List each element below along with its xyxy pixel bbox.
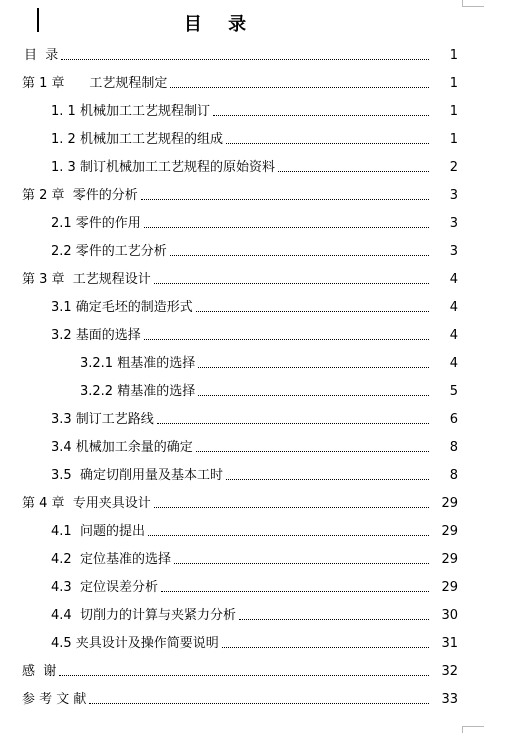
toc-entry-label: 3.2.1 粗基准的选择 (80, 356, 196, 371)
toc-entry[interactable] (51, 408, 458, 428)
toc-entry-page: 4 (449, 300, 458, 315)
toc-entry[interactable] (51, 128, 458, 148)
toc-entry[interactable] (51, 576, 458, 596)
toc-entry[interactable] (22, 72, 458, 92)
toc-entry-page: 29 (441, 552, 458, 567)
toc-entry-label: 3.2.2 精基准的选择 (80, 384, 196, 399)
toc-leader-dots (226, 478, 429, 480)
toc-entry[interactable] (51, 436, 458, 456)
toc-entry[interactable] (51, 604, 458, 624)
toc-leader-dots (226, 142, 429, 144)
toc-entry-page: 4 (449, 328, 458, 343)
toc-leader-dots (196, 450, 429, 452)
toc-leader-dots (198, 366, 429, 368)
toc-entry-label: 感 谢 (22, 664, 57, 679)
toc-entry-label: 1. 2 机械加工工艺规程的组成 (51, 132, 223, 147)
toc-entry-label: 2.2 零件的工艺分析 (51, 244, 167, 259)
toc-entry-label: 4.5 夹具设计及操作简要说明 (51, 636, 219, 651)
toc-leader-dots (170, 86, 429, 88)
toc-entry-page: 6 (449, 412, 458, 427)
toc-entry-label: 4.4 切削力的计算与夹紧力分析 (51, 608, 236, 623)
toc-entry-label: 第 2 章 零件的分析 (22, 188, 138, 203)
toc-entry-label: 1. 3 制订机械加工工艺规程的原始资料 (51, 160, 275, 175)
toc-entry[interactable] (51, 100, 458, 120)
toc-entry[interactable] (24, 44, 458, 64)
toc-entry-page: 31 (441, 636, 458, 651)
toc-entry[interactable] (51, 464, 458, 484)
toc-entry[interactable] (51, 632, 458, 652)
toc-entry-label: 第 1 章 工艺规程制定 (22, 76, 168, 91)
toc-entry[interactable] (51, 296, 458, 316)
toc-entry[interactable] (22, 492, 458, 512)
page-corner-mark (462, 0, 463, 7)
toc-entry-page: 3 (449, 216, 458, 231)
toc-leader-dots (157, 422, 429, 424)
toc-entry[interactable] (22, 660, 458, 680)
toc-leader-dots (144, 338, 429, 340)
toc-entry[interactable] (22, 688, 458, 708)
toc-entry[interactable] (51, 324, 458, 344)
page-corner-mark (462, 726, 484, 727)
toc-leader-dots (170, 254, 429, 256)
toc-entry-label: 4.3 定位误差分析 (51, 580, 158, 595)
toc-leader-dots (213, 114, 429, 116)
toc-entry[interactable] (22, 184, 458, 204)
toc-title: 目 录 (183, 14, 257, 35)
toc-entry-page: 1 (449, 76, 458, 91)
toc-entry[interactable] (51, 212, 458, 232)
toc-entry-label: 参 考 文 献 (22, 692, 87, 707)
toc-entry-page: 1 (449, 104, 458, 119)
toc-leader-dots (148, 534, 429, 536)
toc-entry-page: 3 (449, 188, 458, 203)
toc-entry-label: 第 3 章 工艺规程设计 (22, 272, 151, 287)
toc-entry[interactable] (22, 268, 458, 288)
toc-entry-page: 4 (449, 272, 458, 287)
toc-entry-page: 30 (441, 608, 458, 623)
toc-entry-page: 4 (449, 356, 458, 371)
toc-entry-page: 29 (441, 524, 458, 539)
toc-entry-page: 2 (449, 160, 458, 175)
toc-entry-page: 33 (441, 692, 458, 707)
toc-entry-page: 3 (449, 244, 458, 259)
toc-entry-page: 1 (449, 132, 458, 147)
toc-leader-dots (154, 506, 429, 508)
toc-entry-label: 第 4 章 专用夹具设计 (22, 496, 151, 511)
toc-leader-dots (196, 310, 429, 312)
toc-leader-dots (89, 702, 429, 704)
toc-leader-dots (198, 394, 429, 396)
toc-entry-label: 1. 1 机械加工工艺规程制订 (51, 104, 210, 119)
toc-entry[interactable] (51, 240, 458, 260)
toc-entry-label: 目 录 (24, 48, 59, 63)
toc-entry[interactable] (80, 380, 458, 400)
toc-entry-label: 3.2 基面的选择 (51, 328, 141, 343)
toc-leader-dots (144, 226, 429, 228)
toc-entry-label: 3.1 确定毛坯的制造形式 (51, 300, 193, 315)
toc-entry-page: 8 (449, 440, 458, 455)
toc-leader-dots (59, 674, 429, 676)
toc-entry[interactable] (51, 520, 458, 540)
toc-entry[interactable] (51, 156, 458, 176)
toc-entry[interactable] (51, 548, 458, 568)
toc-entry-page: 29 (441, 496, 458, 511)
toc-leader-dots (222, 646, 429, 648)
toc-leader-dots (161, 590, 429, 592)
toc-entry[interactable] (80, 352, 458, 372)
toc-entry-label: 2.1 零件的作用 (51, 216, 141, 231)
toc-entry-page: 32 (441, 664, 458, 679)
toc-entry-page: 29 (441, 580, 458, 595)
toc-entry-label: 3.4 机械加工余量的确定 (51, 440, 193, 455)
toc-entry-page: 1 (449, 48, 458, 63)
page-corner-mark (462, 6, 484, 7)
toc-leader-dots (141, 198, 429, 200)
toc-leader-dots (61, 58, 429, 60)
toc-leader-dots (174, 562, 429, 564)
toc-entry-label: 4.1 问题的提出 (51, 524, 145, 539)
toc-entry-label: 3.3 制订工艺路线 (51, 412, 154, 427)
toc-leader-dots (154, 282, 429, 284)
page-corner-mark (462, 726, 463, 733)
toc-leader-dots (278, 170, 429, 172)
toc-leader-dots (239, 618, 429, 620)
toc-entry-page: 8 (449, 468, 458, 483)
toc-entry-label: 3.5 确定切削用量及基本工时 (51, 468, 223, 483)
toc-entry-label: 4.2 定位基准的选择 (51, 552, 171, 567)
toc-entry-page: 5 (449, 384, 458, 399)
